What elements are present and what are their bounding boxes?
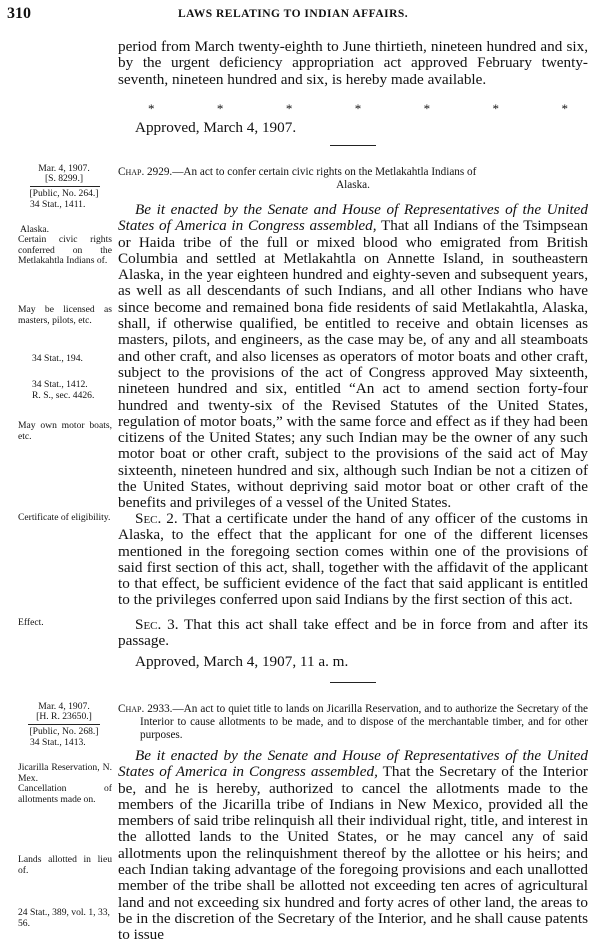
act-2929-section-3 <box>118 617 588 650</box>
chapter-title: —An act to quiet title to lands on Jicarilla Reservation, and to authorize the Secretary of the Interior to cause allotments to be made, and to dispose of the merchantable timber, and for other purposes. <box>140 703 588 741</box>
chapter-label: Chap. 2929. <box>118 166 173 178</box>
act-2929-section-1 <box>118 202 588 512</box>
margin-own-boats: May own motor boats, etc. <box>18 420 112 442</box>
margin-statute: 34 Stat., 1411. <box>30 199 86 210</box>
star: * <box>561 101 568 116</box>
margin-rule <box>30 186 100 187</box>
margin-public-law: [Public, No. 268.] <box>29 726 99 737</box>
margin-bill-number: [H. R. 23650.] <box>36 711 92 722</box>
enacting-clause: Be it enacted by the Senate and House of Representatives of the United States of America in Congress assembled, <box>118 201 588 235</box>
chapter-label: Chap. 2933. <box>118 703 173 715</box>
star: * <box>354 101 362 116</box>
act-2933-section-1 <box>118 748 588 944</box>
chapter-title: —An act to confer certain civic rights on the Metlakahtla Indians of <box>172 166 477 178</box>
star: * <box>423 101 431 116</box>
margin-certificate: Certificate of eligibility. <box>18 512 111 523</box>
section-1-text: That all Indians of the Tsimpsean or Haida tribe of the full or mixed blood who emigrated from British Columbia and settled at Metlakahtla on Annette Island, in southeastern Alaska, in the year eighteen hundred and eighty-seven and subsequent years, as well as all descendants of such Indians, and all other Indians who have since become and remained bona fide residents of said Metlakahtla, Alaska, shall, if otherwise qualified, be entitled to receive and obtain licenses as masters, pilots, and engineers, as the case may be, of any and all steamboats and other craft, and also licenses as operators of motor boats and other craft, subject to the provisions of the act of Congress approved May sixteenth, nineteen hundred and six, entitled “An act to amend section forty-four hundred and twenty-six of the Revised Statutes of the United States, regulation of motor boats,” with the same force and effect as if they had been citizens of the United States; any such Indian may be the owner of any such motor boat or other craft, subject to the provisions of the said act of May sixteenth, nineteen hundred and six, although such Indian be not a citizen of the United States, without depriving said motor boat or other craft of the benefits and privileges of a vessel of the United States. <box>118 217 588 512</box>
section-1-text: That the Secretary of the Interior be, and he is hereby, authorized to cancel the allotments made to the members of the Jicarilla tribe of Indians in New Mexico, provided all the members of said tribe relinquish all their individual right, title, and interest in the allotted lands to the United States, or he may cancel any of said allotments upon the relinquishment thereof by the allottee or his heirs; and each Indian taking advantage of the foregoing provisions and each unallotted member of the tribe shall be allotted not exceeding ten acres of agricultural land and not exceeding six hundred and forty acres of other land, the areas to be in the discretion of the Secretary of the Interior, and he shall cause patents to issue <box>118 763 588 944</box>
margin-cancellation: Cancellation of allotments made on. <box>18 783 112 805</box>
margin-revised-statutes: R. S., sec. 4426. <box>32 390 95 401</box>
section-divider <box>330 145 376 146</box>
ellipsis-stars <box>148 101 568 117</box>
running-head: LAWS RELATING TO INDIAN AFFAIRS. <box>178 8 409 20</box>
approved-line-1: Approved, March 4, 1907. <box>135 119 297 136</box>
margin-date: Mar. 4, 1907. <box>38 163 90 174</box>
margin-stat-1412: 34 Stat., 1412. <box>32 379 88 390</box>
approved-line-2: Approved, March 4, 1907, 11 a. m. <box>135 653 349 670</box>
continuation-paragraph: period from March twenty-eighth to June thirtieth, nineteen hundred and six, by the urgent deficiency appropriation act approved February twenty-seventh, nineteen hundred and six, is hereby made available. <box>118 38 588 88</box>
margin-alaska: Alaska. <box>20 224 50 235</box>
page-number: 310 <box>7 5 31 22</box>
chapter-title-continued: Alaska. <box>336 179 370 191</box>
star: * <box>216 101 224 116</box>
chapter-2933-heading <box>118 703 588 742</box>
margin-civic-rights: Certain civic rights conferred on the Metlakahtla Indians of. <box>18 234 112 267</box>
margin-rule <box>28 724 100 725</box>
star: * <box>492 101 500 116</box>
margin-stat-389: 24 Stat., 389, vol. 1, 33, 56. <box>18 907 110 929</box>
margin-lands-allotted: Lands allotted in lieu of. <box>18 854 112 876</box>
margin-date: Mar. 4, 1907. <box>38 701 90 712</box>
section-divider <box>330 682 376 683</box>
star: * <box>148 101 155 116</box>
section-3-text: That this act shall take effect and be in force from and after its passage. <box>118 616 588 650</box>
margin-jicarilla: Jicarilla Reservation, N. Mex. <box>18 762 112 784</box>
margin-stat-194: 34 Stat., 194. <box>32 353 83 364</box>
margin-bill-number: [S. 8299.] <box>44 173 84 184</box>
section-2-text: That a certificate under the hand of any officer of the customs in Alaska, to the effect that the applicant for one of the different licenses mentioned in the foregoing section comes within one of the provisions of said first section of this act, shall, together with the affidavit of the applicant to that effect, be sufficient evidence of the fact that said applicant is entitled to the privileges conferred upon said Indians by the first section of this act. <box>118 510 588 609</box>
star: * <box>285 101 293 116</box>
section-3-label: Sec. 3. <box>135 616 179 633</box>
act-2929-section-2 <box>118 511 588 609</box>
margin-effect: Effect. <box>18 617 44 628</box>
enacting-clause: Be it enacted by the Senate and House of Representatives of the United States of America in Congress assembled, <box>118 747 588 781</box>
chapter-2929-heading <box>118 166 588 192</box>
margin-public-law: [Public, No. 264.] <box>29 188 99 199</box>
section-2-label: Sec. 2. <box>135 510 178 527</box>
margin-statute: 34 Stat., 1413. <box>30 737 86 748</box>
margin-licensed: May be licensed as masters, pilots, etc. <box>18 304 112 326</box>
